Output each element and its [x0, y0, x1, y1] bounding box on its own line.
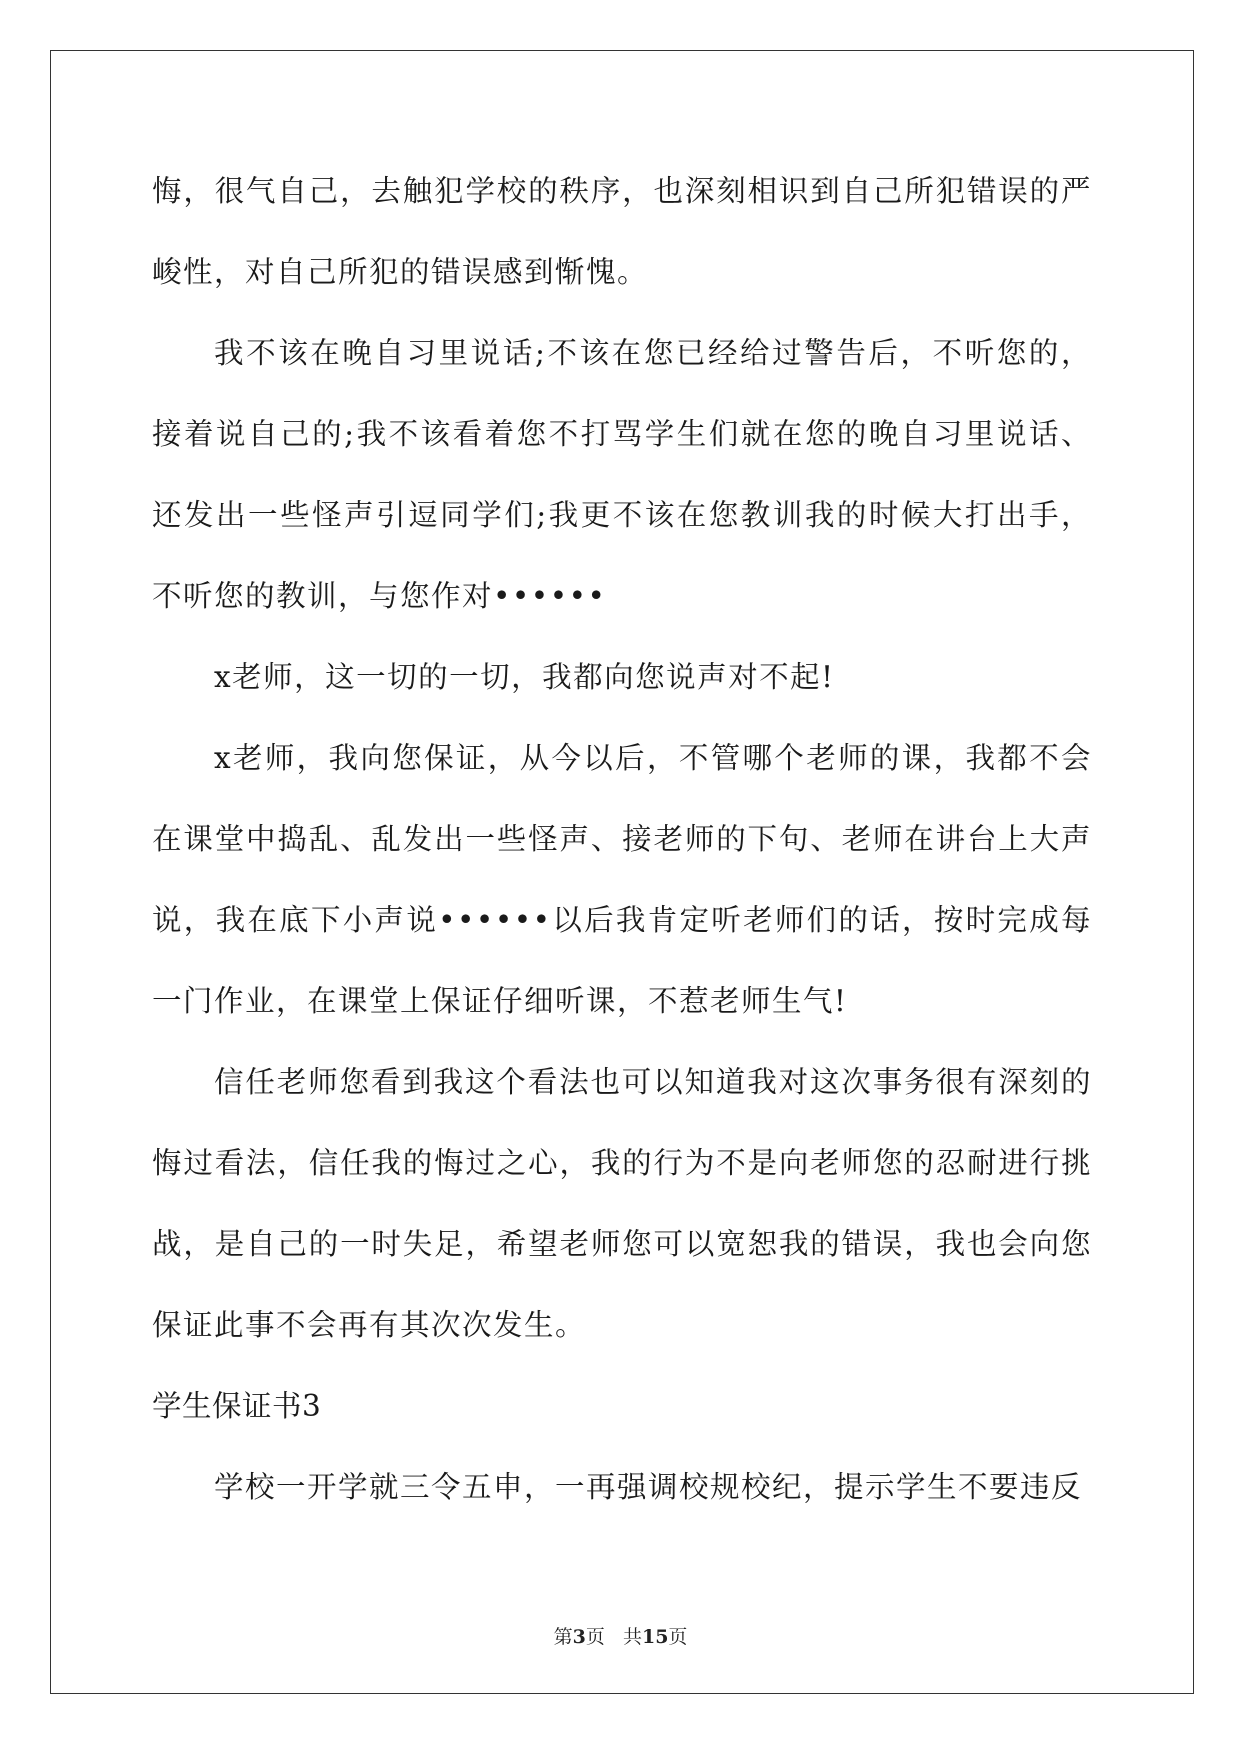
footer-total-prefix: 共 [622, 1626, 642, 1648]
paragraph-5: 信任老师您看到我这个看法也可以知道我对这次事务很有深刻的悔过看法，信任我的悔过之心，我的行为不是向老师您的忍耐进行挑战，是自己的一时失足，希望老师您可以宽恕我的错误，我也会向您保证此事不会再有其次次发生。 [152, 1065, 1092, 1342]
footer-page-number: 3 [572, 1626, 586, 1648]
paragraph-4: x老师，我向您保证，从今以后，不管哪个老师的课，我都不会在课堂中捣乱、乱发出一些怪声、接老师的下句、老师在讲台上大声说，我在底下小声说••••••以后我肯定听老师们的话，按时完成每一门作业，在课堂上保证仔细听课，不惹老师生气! [152, 741, 1092, 1018]
paragraph-2: 我不该在晚自习里说话;不该在您已经给过警告后，不听您的，接着说自己的;我不该看着您不打骂学生们就在您的晚自习里说话、还发出一些怪声引逗同学们;我更不该在您教训我的时候大打出手，不听您的教训，与您作对•••••• [152, 336, 1092, 613]
paragraph-1: 悔，很气自己，去触犯学校的秩序，也深刻相识到自己所犯错误的严峻性，对自己所犯的错误感到惭愧。 [152, 174, 1092, 289]
section-heading: 学生保证书3 [152, 1389, 322, 1423]
footer-total-suffix: 页 [668, 1626, 688, 1648]
footer-prefix: 第 [553, 1626, 573, 1648]
footer-page-suffix: 页 [585, 1626, 605, 1648]
paragraph-3: x老师，这一切的一切，我都向您说声对不起! [214, 660, 835, 694]
paragraph-6: 学校一开学就三令五申，一再强调校规校纪，提示学生不要违反 [214, 1470, 1083, 1504]
document-body [152, 151, 1092, 1528]
page-footer [0, 1625, 1241, 1649]
footer-total-pages: 15 [641, 1626, 669, 1648]
